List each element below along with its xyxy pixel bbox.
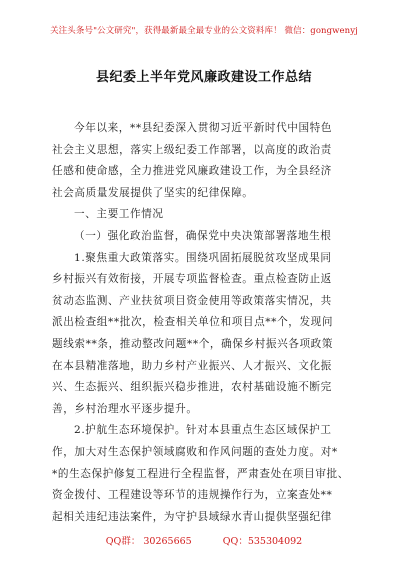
footer-qq-group: QQ群： 30265665 — [105, 536, 192, 547]
body-line: 作，加大对生态保护领域腐败和作风问题的查处力度。对* — [52, 445, 338, 458]
body-line: 乡村振兴有效衔接，开展专项监督检查。重点检查防止返 — [52, 273, 332, 286]
body-line: 起相关违纪违法案件，为守护县域绿水青山提供坚强纪律 — [52, 510, 332, 523]
body-line: 在本县精准落地，助力乡村产业振兴、人才振兴、文化振 — [52, 359, 332, 372]
subsection-heading: （一）强化政治监督，确保党中央决策部署落地生根 — [74, 229, 332, 242]
body-line: *的生态保护修复工程进行全程监督，严肃查处在项目审批、 — [52, 467, 349, 480]
header-promo-note: 关注头条号"公文研究"，获得最新最全最专业的公文资料库！ 微信：gongwenyj — [50, 26, 358, 36]
body-line: 今年以来，**县纪委深入贯彻习近平新时代中国特色 — [74, 122, 333, 134]
body-line: 善，乡村治理水平逐步提升。 — [52, 402, 198, 415]
body-line: 资金拨付、工程建设等环节的违规操作行为，立案查处** — [52, 489, 333, 502]
body-line: 派出检查组**批次，检查相关单位和项目点**个，发现问 — [52, 316, 334, 329]
body-paragraphs — [52, 118, 360, 528]
body-line: 兴、生态振兴、组织振兴稳步推进，农村基础设施不断完 — [52, 381, 332, 394]
body-line: 贫动态监测、产业扶贫项目资金使用等政策落实情况，共 — [52, 294, 332, 307]
document-title: 县纪委上半年党风廉政建设工作总结 — [95, 70, 312, 85]
body-line: 社会主义思想，落实上级纪委工作部署，以高度的政治责 — [52, 143, 332, 156]
body-line: 题线索**条，推动整改问题**个，确保乡村振兴各项政策 — [52, 337, 334, 350]
body-line: 2.护航生态环境保护。针对本县重点生态区域保护工 — [74, 424, 332, 437]
body-line: 任感和使命感，全力推进党风廉政建设工作，为全县经济 — [52, 165, 332, 178]
section-heading: 一、主要工作情况 — [74, 208, 164, 221]
body-line: 社会高质量发展提供了坚实的纪律保障。 — [52, 186, 254, 199]
body-line: 1.聚焦重大政策落实。围绕巩固拓展脱贫攻坚成果同 — [74, 251, 332, 264]
footer-qq-number: QQ：535304092 — [222, 536, 303, 547]
footer-contact — [0, 533, 408, 547]
